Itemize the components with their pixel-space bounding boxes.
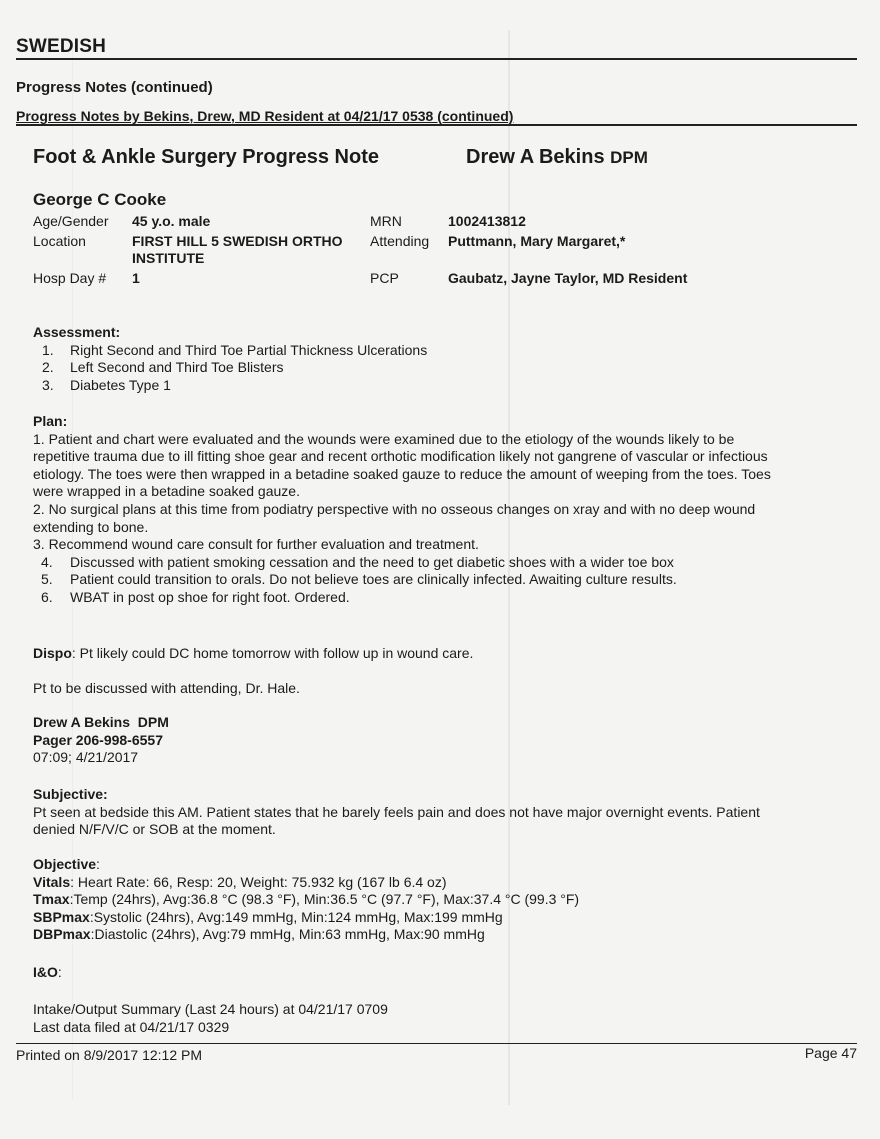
item-text: Diabetes Type 1: [70, 376, 171, 393]
plan-item: [33, 589, 859, 607]
plan-line: etiology. The toes were then wrapped in a betadine soaked gauze to reduce the amount of weeping from the toes. Toes: [33, 465, 771, 482]
sbp-line: [33, 909, 859, 927]
dbp-line: [33, 926, 859, 944]
plan-line: 1. Patient and chart were evaluated and the wounds were examined due to the etiology of the wounds likely to be: [33, 430, 735, 447]
item-number: 6.: [41, 588, 53, 605]
signature-block: [33, 714, 859, 767]
header-rule: [16, 58, 857, 60]
tmax-text: :Temp (24hrs), Avg:36.8 °C (98.3 °F), Min:36.5 °C (97.7 °F), Max:37.4 °C (99.3 °F): [69, 891, 580, 908]
io-heading: I&O: [33, 964, 58, 980]
objective-heading-suffix: :: [96, 856, 100, 872]
vitals-text: : Heart Rate: 66, Resp: 20, Weight: 75.932 kg (167 lb 6.4 oz): [70, 873, 447, 890]
signature-pager: Pager 206-998-6557: [33, 731, 163, 748]
footer-rule: [16, 1043, 857, 1044]
item-text: Discussed with patient smoking cessation and the need to get diabetic shoes with a wider toe box: [70, 553, 674, 570]
location-label: Location: [33, 233, 86, 249]
age-gender-label: Age/Gender: [33, 213, 109, 229]
subjective-line: Pt seen at bedside this AM. Patient states that he barely feels pain and does not have major overnight events. Patient: [33, 803, 760, 820]
plan-item: [33, 554, 859, 572]
sbp-text: :Systolic (24hrs), Avg:149 mmHg, Min:124 mmHg, Max:199 mmHg: [89, 908, 503, 925]
objective-heading-line: [33, 856, 859, 874]
objective-section: [33, 856, 859, 944]
item-number: 4.: [41, 553, 53, 570]
pcp-value: Gaubatz, Jayne Taylor, MD Resident: [448, 270, 688, 286]
item-text: Left Second and Third Toe Blisters: [70, 359, 284, 376]
plan-line: repetitive trauma due to ill fitting shoe gear and recent orthotic modification likely not gangrene of vascular or infectious: [33, 448, 768, 465]
printed-timestamp: Printed on 8/9/2017 12:12 PM: [16, 1047, 203, 1063]
author-credential: DPM: [610, 148, 648, 167]
dispo-label: Dispo: [33, 645, 72, 661]
mrn-label: MRN: [370, 213, 402, 229]
plan-line: extending to bone.: [33, 518, 149, 535]
brand-logo-text: SWEDISH: [16, 36, 107, 57]
tmax-label: Tmax: [33, 891, 70, 908]
author-name: Drew A Bekins: [466, 146, 605, 168]
attending-value: Puttmann, Mary Margaret,*: [448, 233, 626, 249]
plan-line: 3. Recommend wound care consult for further evaluation and treatment.: [33, 536, 479, 553]
hosp-day-value: 1: [132, 270, 140, 286]
subsection-rule: [16, 124, 857, 126]
io-summary: Intake/Output Summary (Last 24 hours) at 04/21/17 0709: [33, 1001, 388, 1017]
io-heading-line: [33, 964, 859, 982]
dbp-text: :Diastolic (24hrs), Avg:79 mmHg, Min:63 mmHg, Max:90 mmHg: [90, 926, 485, 943]
hosp-day-label: Hosp Day #: [33, 270, 107, 286]
item-text: Patient could transition to orals. Do not believe toes are clinically infected. Awaiting culture results.: [70, 571, 677, 588]
io-summary-block: [33, 1001, 859, 1036]
item-text: Right Second and Third Toe Partial Thickness Ulcerations: [70, 341, 428, 358]
sbp-label: SBPmax: [33, 908, 90, 925]
io-last-filed: Last data filed at 04/21/17 0329: [33, 1018, 230, 1035]
item-number: 2.: [42, 359, 54, 376]
assessment-item: [33, 359, 427, 377]
subjective-line: denied N/F/V/C or SOB at the moment.: [33, 821, 276, 838]
mrn-value: 1002413812: [448, 213, 526, 229]
vitals-label: Vitals: [33, 873, 71, 890]
note-author: [466, 146, 648, 169]
signature-datetime: 07:09; 4/21/2017: [33, 749, 139, 766]
patient-name: George C Cooke: [33, 190, 167, 209]
dbp-label: DBPmax: [33, 926, 91, 943]
subjective-heading: Subjective:: [33, 786, 108, 802]
dispo-line: [33, 645, 859, 663]
location-value-line2: INSTITUTE: [132, 250, 205, 266]
subjective-section: [33, 786, 859, 839]
pcp-label: PCP: [370, 270, 399, 286]
objective-heading: Objective: [33, 856, 97, 872]
section-title: Progress Notes (continued): [16, 79, 213, 96]
assessment-item: [33, 342, 427, 360]
plan-item: [33, 571, 859, 589]
plan-line: 2. No surgical plans at this time from podiatry perspective with no osseous changes on xray and with no deep wound: [33, 500, 756, 517]
note-title: Foot & Ankle Surgery Progress Note: [33, 146, 379, 168]
plan-line: were wrapped in a betadine soaked gauze.: [33, 483, 300, 500]
item-number: 1.: [42, 341, 54, 358]
item-text: WBAT in post op shoe for right foot. Ordered.: [70, 588, 350, 605]
tmax-line: [33, 891, 859, 909]
assessment-section: [33, 324, 427, 394]
io-heading-suffix: :: [57, 964, 62, 980]
plan-heading: Plan:: [33, 413, 68, 429]
plan-section: [33, 413, 859, 607]
vitals-line: [33, 874, 859, 892]
item-number: 3.: [42, 376, 54, 393]
subsection-title: Progress Notes by Bekins, Drew, MD Resident at 04/21/17 0538 (continued): [16, 108, 514, 124]
age-gender-value: 45 y.o. male: [132, 213, 211, 229]
attending-label: Attending: [370, 233, 430, 249]
assessment-item: [33, 377, 427, 395]
discussion-line: Pt to be discussed with attending, Dr. Hale.: [33, 680, 300, 696]
item-number: 5.: [41, 571, 53, 588]
assessment-heading: Assessment:: [33, 324, 121, 340]
page-number: Page 47: [804, 1045, 857, 1061]
location-value-line1: FIRST HILL 5 SWEDISH ORTHO: [132, 233, 343, 249]
signature-name: Drew A Bekins DPM: [33, 714, 169, 730]
dispo-text: : Pt likely could DC home tomorrow with follow up in wound care.: [71, 645, 474, 661]
